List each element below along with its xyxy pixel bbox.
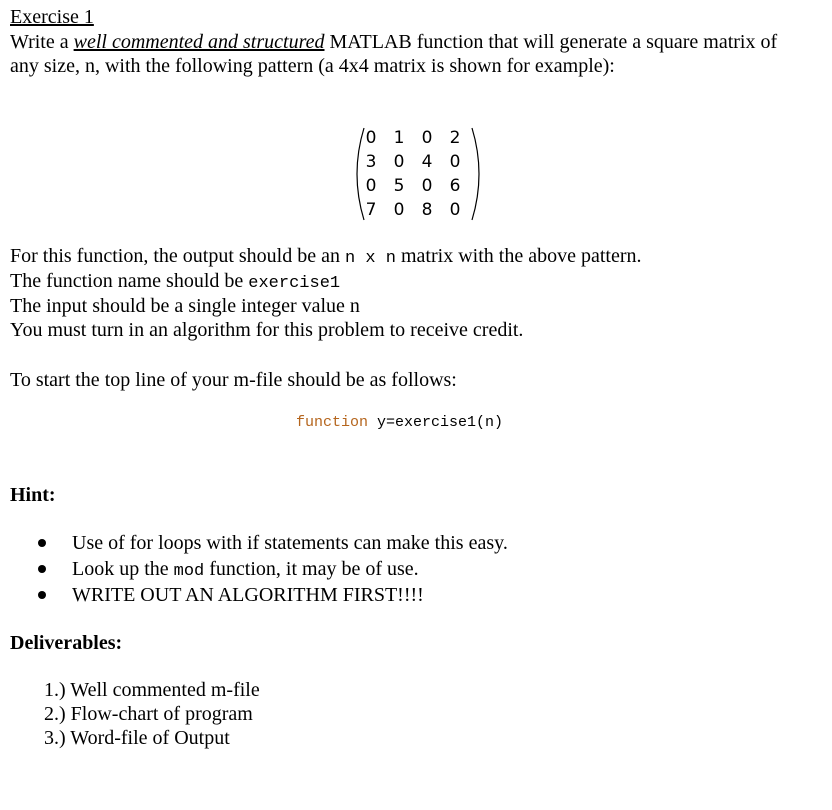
intro-post: MATLAB function that will generate a square matrix of <box>324 31 778 53</box>
desc-line1-post: matrix with the above pattern. <box>396 245 642 267</box>
matrix-cell: 0 <box>393 200 405 220</box>
matrix-cell: 5 <box>393 176 405 196</box>
desc-line-1 <box>10 245 641 268</box>
desc-line2-pre: The function name should be <box>10 270 249 292</box>
deliverable-item: 3.) Word-file of Output <box>44 727 230 749</box>
intro-emphasis: well commented and structured <box>73 31 325 53</box>
deliverable-item: 2.) Flow-chart of program <box>44 703 253 725</box>
matrix-cell: 0 <box>393 152 405 172</box>
desc-line1-code: n x n <box>344 249 396 268</box>
desc-line-4: You must turn in an algorithm for this problem to receive credit. <box>10 319 524 341</box>
matrix-cell: 0 <box>449 152 461 172</box>
example-matrix <box>348 126 488 222</box>
deliverable-item: 1.) Well commented m-file <box>44 679 260 701</box>
bullet-icon <box>38 539 46 547</box>
function-name-code: exercise1 <box>248 274 341 293</box>
matrix-cell: 7 <box>365 200 377 220</box>
matrix-cell: 0 <box>421 128 433 148</box>
hint-item-text: WRITE OUT AN ALGORITHM FIRST!!!! <box>72 584 424 606</box>
deliverables-list <box>44 678 260 750</box>
matrix-cell: 2 <box>449 128 461 148</box>
hint-heading-text: Hint: <box>10 484 56 506</box>
desc-line1-pre: For this function, the output should be an <box>10 245 345 267</box>
function-signature-code <box>296 414 503 431</box>
intro-line-2: any size, n, with the following pattern (a 4x4 matrix is shown for example): <box>10 55 615 77</box>
matrix-cell: 6 <box>449 176 461 196</box>
intro-pre: Write a <box>10 31 74 53</box>
code-rest: y=exercise1(n) <box>368 414 504 431</box>
deliverables-heading <box>10 632 122 655</box>
hint-item <box>38 556 508 582</box>
hint-item-code: mod <box>173 562 205 581</box>
matrix-cell: 4 <box>421 152 433 172</box>
desc-line-3: The input should be a single integer value n <box>10 295 360 317</box>
bullet-icon <box>38 565 46 573</box>
bullet-icon <box>38 591 46 599</box>
start-line-instruction: To start the top line of your m-file should be as follows: <box>10 369 457 391</box>
exercise-title-text: Exercise 1 <box>10 6 94 28</box>
desc-line-2 <box>10 270 340 293</box>
hint-item-text: Use of for loops with if statements can make this easy. <box>72 532 508 554</box>
matrix-cell: 0 <box>365 128 377 148</box>
matrix-cell: 0 <box>449 200 461 220</box>
hint-item-pre: Look up the <box>72 558 174 580</box>
intro-line-1 <box>10 31 777 54</box>
matrix-cell: 0 <box>421 176 433 196</box>
matrix-cell: 0 <box>365 176 377 196</box>
hint-item <box>38 530 508 556</box>
deliverables-heading-text: Deliverables: <box>10 632 123 654</box>
matrix-cell: 8 <box>421 200 433 220</box>
hint-item <box>38 582 508 608</box>
matrix-cell: 3 <box>365 152 377 172</box>
hint-heading <box>10 484 56 507</box>
code-keyword: function <box>296 414 369 431</box>
matrix-cell: 1 <box>393 128 405 148</box>
exercise-title <box>10 6 94 29</box>
hint-list <box>38 530 508 608</box>
hint-item-post: function, it may be of use. <box>204 558 419 580</box>
